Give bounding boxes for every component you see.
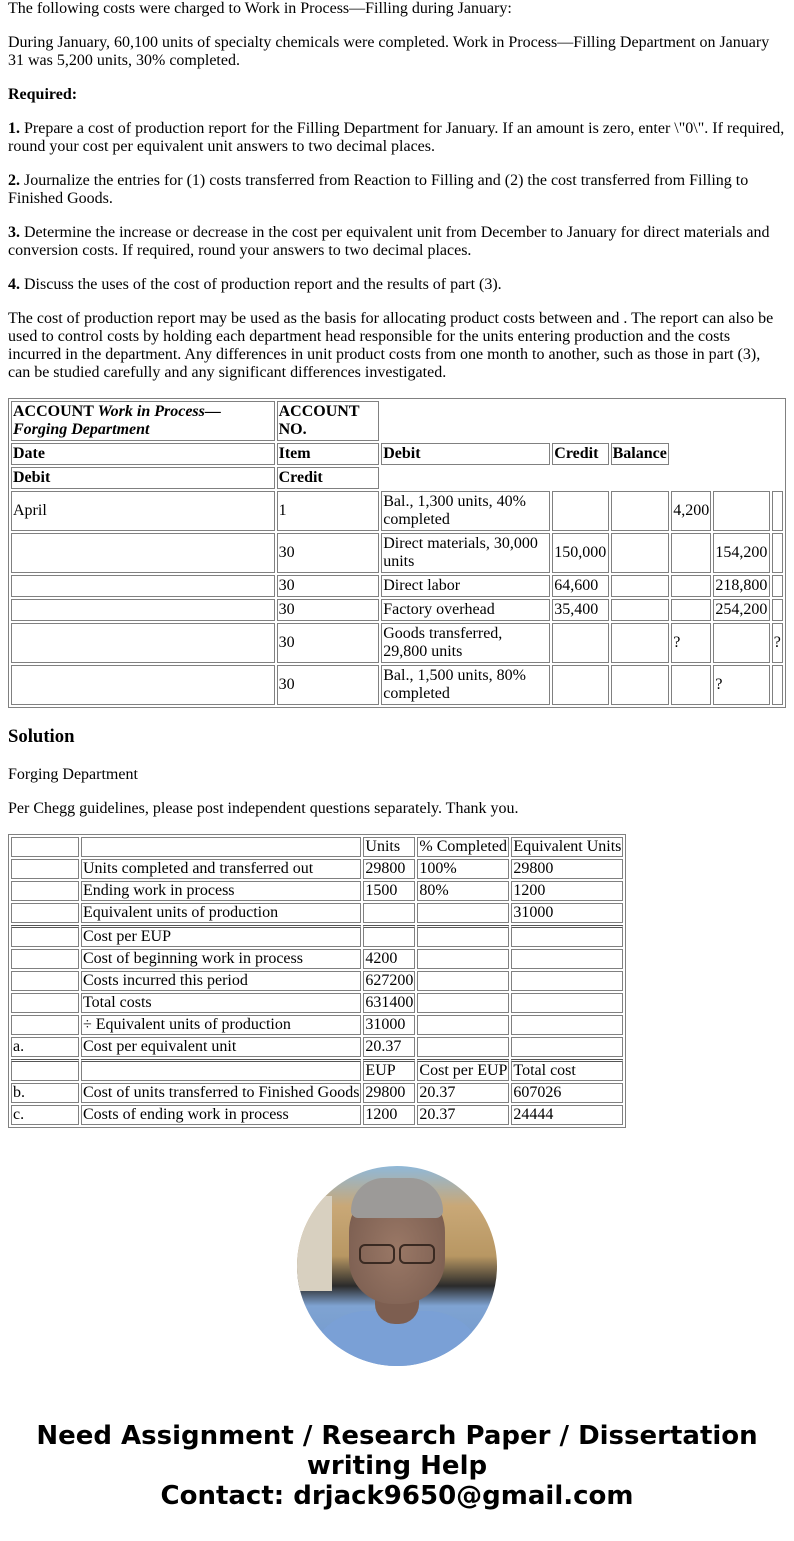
solution-cell: 29800: [363, 859, 415, 879]
solution-cell: [11, 925, 79, 947]
ledger-debit: [552, 491, 608, 531]
ledger-balance-credit: 254,200: [713, 599, 769, 621]
ledger-row: [11, 575, 783, 597]
ledger-date: April: [11, 491, 275, 531]
solution-note: Per Chegg guidelines, please post independent questions separately. Thank you.: [8, 800, 519, 817]
ledger-balance-debit: [671, 665, 711, 705]
solution-row: [11, 859, 623, 879]
promo-line-1: Need Assignment / Research Paper / Dissertation: [36, 1421, 758, 1451]
solution-row: [11, 1037, 623, 1057]
ledger-row: [11, 599, 783, 621]
solution-cell: [417, 949, 509, 969]
solution-row: [11, 993, 623, 1013]
glasses-icon: [359, 1244, 435, 1260]
solution-cell: [11, 881, 79, 901]
ledger-title-row: [11, 401, 783, 441]
ledger-balance-debit: 4,200: [671, 491, 711, 531]
promo-contact: Contact: drjack9650@gmail.com: [160, 1481, 634, 1511]
solution-cell: 31000: [363, 1015, 415, 1035]
solution-row: [11, 1105, 623, 1125]
ledger-debit: 35,400: [552, 599, 608, 621]
solution-cell: 80%: [417, 881, 509, 901]
solution-cell: Total costs: [81, 993, 361, 1013]
solution-cell: a.: [11, 1037, 79, 1057]
discussion-answer: The cost of production report may be used as the basis for allocating product costs between and . The report can also be used to control costs by holding each department head responsible for the units entering production and the costs incurred in the department. Any differences in unit product costs from one month to another, such as those in part (3), can be studied carefully and any significant differences investigated.: [8, 310, 774, 381]
solution-cell: % Completed: [417, 837, 509, 857]
solution-cell: [11, 1015, 79, 1035]
solution-cell: 20.37: [417, 1083, 509, 1103]
solution-cell: [417, 1015, 509, 1035]
solution-cell: 627200: [365, 972, 414, 989]
solution-cell: Equivalent units of production: [81, 903, 361, 923]
ledger-row: [11, 533, 783, 573]
solution-cell: 20.37: [363, 1037, 415, 1057]
ledger-table: [8, 398, 786, 708]
solution-cell: [417, 925, 509, 947]
solution-cell: Cost per equivalent unit: [81, 1037, 361, 1057]
ledger-extra: [772, 599, 783, 621]
required-item-2: 2. Journalize the entries for (1) costs transferred from Reaction to Filling and (2) the cost transferred from Filling to Finished Goods.: [8, 172, 749, 207]
ledger-day: 1: [277, 491, 380, 531]
solution-cell: Cost of units transferred to Finished Goods: [83, 1084, 360, 1101]
solution-cell: [511, 925, 623, 947]
solution-cell: [511, 1015, 623, 1035]
solution-cell: 1200: [511, 881, 623, 901]
ledger-balance-credit: [713, 623, 769, 663]
ledger-date: [11, 575, 275, 597]
ledger-date: [11, 623, 275, 663]
solution-cell: 631400: [365, 994, 414, 1011]
solution-cell: Cost per EUP: [81, 925, 361, 947]
solution-row: [11, 1015, 623, 1035]
ledger-extra: [772, 491, 783, 531]
ledger-extra: ?: [772, 623, 783, 663]
solution-cell: 31000: [511, 903, 623, 923]
solution-cell: 20.37: [417, 1105, 509, 1125]
solution-cell: [11, 993, 79, 1013]
required-item-3: 3. Determine the increase or decrease in the cost per equivalent unit from December to January for direct materials and conversion costs. If required, round your answers to two decimal places.: [8, 224, 770, 259]
header-item: Item: [277, 443, 380, 465]
ledger-day: 30: [277, 533, 380, 573]
header-debit: Debit: [381, 443, 550, 465]
ledger-debit: 64,600: [552, 575, 608, 597]
solution-cell: Costs incurred this period: [81, 971, 361, 991]
ledger-subheader-row: [11, 467, 783, 489]
solution-cell: 607026: [511, 1083, 623, 1103]
ledger-extra: [772, 533, 783, 573]
ledger-row: [11, 623, 783, 663]
ledger-item: Goods transferred, 29,800 units: [381, 623, 550, 663]
header-date: Date: [11, 443, 275, 465]
header-credit: Credit: [552, 443, 608, 465]
ledger-balance-credit: ?: [713, 665, 769, 705]
ledger-debit: [552, 665, 608, 705]
solution-cell: [363, 903, 415, 923]
promo-banner: [8, 1421, 786, 1541]
required-heading: Required:: [8, 86, 78, 103]
ledger-credit: [611, 623, 670, 663]
ledger-credit: [611, 665, 670, 705]
solution-cell: [11, 1059, 79, 1081]
solution-cell: Cost of beginning work in process: [81, 949, 361, 969]
solution-cell: EUP: [363, 1059, 415, 1081]
solution-cell: Ending work in process: [81, 881, 361, 901]
solution-cell: Total cost: [511, 1059, 623, 1081]
solution-cell: b.: [11, 1083, 79, 1103]
ledger-credit: [611, 491, 670, 531]
ledger-balance-credit: [713, 491, 769, 531]
ledger-balance-debit: [671, 575, 711, 597]
ledger-header-row: [11, 443, 783, 465]
ledger-item: Direct labor: [381, 575, 550, 597]
ledger-credit: [611, 533, 670, 573]
ledger-credit: [611, 599, 670, 621]
solution-cell: Equivalent Units: [511, 837, 623, 857]
solution-table: [8, 834, 626, 1128]
solution-cell: [11, 837, 79, 857]
solution-row: [11, 925, 623, 947]
intro-line-1: The following costs were charged to Work in Process—Filling during January:: [8, 0, 512, 17]
ledger-row: [11, 491, 783, 531]
solution-cell: [511, 993, 623, 1013]
ledger-balance-debit: [671, 533, 711, 573]
header-balance: Balance: [611, 443, 670, 465]
ledger-item: Bal., 1,300 units, 40% completed: [381, 491, 550, 531]
solution-cell: Cost per EUP: [417, 1059, 509, 1081]
ledger-date: [11, 599, 275, 621]
solution-cell: [511, 949, 623, 969]
solution-cell: ÷ Equivalent units of production: [81, 1015, 361, 1035]
solution-cell: [417, 971, 509, 991]
solution-cell: [81, 1059, 361, 1081]
ledger-balance-credit: 218,800: [713, 575, 769, 597]
solution-cell: [11, 971, 79, 991]
ledger-debit: 150,000: [552, 533, 608, 573]
solution-cell: 24444: [511, 1105, 623, 1125]
ledger-credit: [611, 575, 670, 597]
ledger-day: 30: [277, 575, 380, 597]
solution-cell: 4200: [363, 949, 415, 969]
solution-cell: Costs of ending work in process: [81, 1105, 361, 1125]
promo-line-2: writing Help: [306, 1451, 488, 1481]
solution-cell: [81, 837, 361, 857]
solution-cell: 1500: [363, 881, 415, 901]
solution-cell: Units completed and transferred out: [81, 859, 361, 879]
ledger-item: Factory overhead: [381, 599, 550, 621]
solution-row: [11, 837, 623, 857]
ledger-day: 30: [277, 623, 380, 663]
account-no-cell: ACCOUNT NO.: [277, 401, 380, 441]
solution-heading: Solution: [8, 726, 75, 747]
ledger-row: [11, 665, 783, 705]
required-item-1: 1. Prepare a cost of production report for the Filling Department for January. If an amount is zero, enter \"0\". If required, round your cost per equivalent unit answers to two decimal places.: [8, 120, 785, 155]
account-name-cell: ACCOUNT Work in Process—Forging Department: [11, 401, 275, 441]
ledger-balance-debit: ?: [671, 623, 711, 663]
solution-cell: [11, 859, 79, 879]
ledger-item: Bal., 1,500 units, 80% completed: [381, 665, 550, 705]
solution-row: [11, 881, 623, 901]
solution-cell: c.: [11, 1105, 79, 1125]
intro-line-2: During January, 60,100 units of specialty chemicals were completed. Work in Process—Filling Department on January 31 was 5,200 units, 30% completed.: [8, 34, 770, 69]
solution-cell: [417, 1037, 509, 1057]
solution-cell: 100%: [417, 859, 509, 879]
ledger-day: 30: [277, 599, 380, 621]
ledger-date: [11, 533, 275, 573]
solution-cell: [11, 903, 79, 923]
solution-cell: [417, 993, 509, 1013]
ledger-item: Direct materials, 30,000 units: [381, 533, 550, 573]
ledger-day: 30: [277, 665, 380, 705]
solution-cell: [417, 903, 509, 923]
solution-cell: Units: [363, 837, 415, 857]
author-avatar: [297, 1166, 497, 1366]
solution-row: [11, 903, 623, 923]
subheader-credit: Credit: [277, 467, 380, 489]
subheader-debit: Debit: [11, 467, 275, 489]
author-avatar-container: [8, 1166, 786, 1371]
solution-cell: [511, 971, 623, 991]
solution-row: [11, 1083, 623, 1103]
ledger-extra: [772, 665, 783, 705]
solution-cell: [511, 1037, 623, 1057]
ledger-balance-credit: 154,200: [713, 533, 769, 573]
ledger-date: [11, 665, 275, 705]
solution-row: [11, 949, 623, 969]
solution-department: Forging Department: [8, 766, 138, 783]
solution-row: [11, 971, 623, 991]
required-item-4: 4. Discuss the uses of the cost of production report and the results of part (3).: [8, 276, 502, 293]
ledger-balance-debit: [671, 599, 711, 621]
solution-cell: [11, 949, 79, 969]
ledger-debit: [552, 623, 608, 663]
solution-row: [11, 1059, 623, 1081]
solution-cell: 29800: [363, 1083, 415, 1103]
solution-cell: 29800: [511, 859, 623, 879]
solution-cell: [363, 925, 415, 947]
ledger-extra: [772, 575, 783, 597]
solution-cell: 1200: [363, 1105, 415, 1125]
